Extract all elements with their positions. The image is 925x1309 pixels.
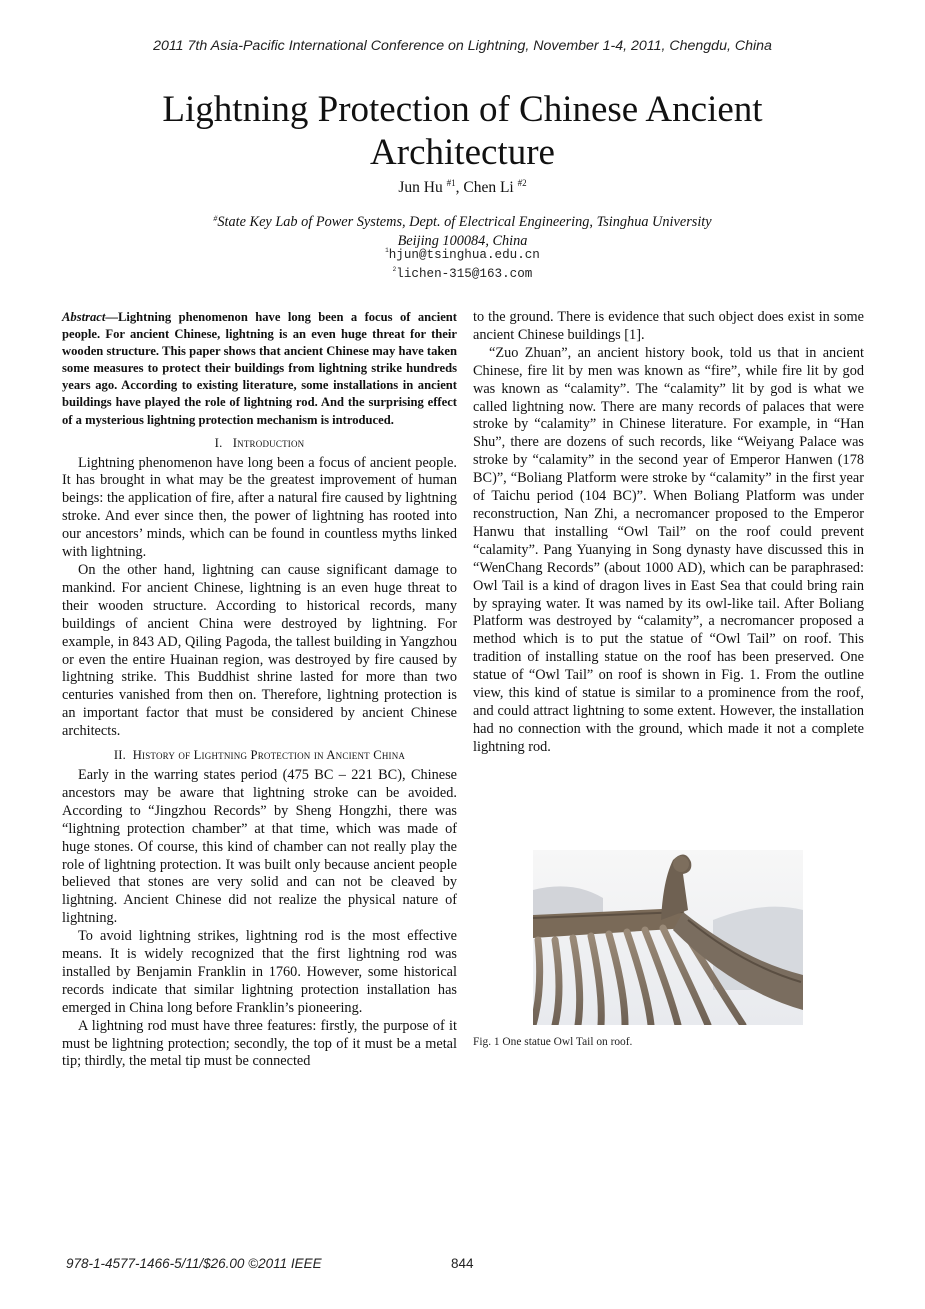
- affiliation-line-2: Beijing 100084, China: [397, 233, 528, 249]
- title-line-2: Architecture: [370, 132, 555, 173]
- author-name: Chen Li: [463, 179, 514, 196]
- email-address: lichen-315@163.com: [396, 267, 533, 281]
- paragraph: Lightning phenomenon have long been a focus of ancient people. It has brought in what may be the greatest improvement of human beings: the application of fire, after a natural fire caused by lightning stroke. And ever since then, the power of lightning has rooted into our ancestors’ minds, which can be found in countless myths linked with lightning.: [62, 454, 457, 561]
- email-mark: 2: [392, 266, 397, 273]
- author-separator: ,: [455, 179, 464, 196]
- paragraph: Early in the warring states period (475 BC – 221 BC), Chinese ancestors may be aware that lightning stroke can be avoided. According to “Jingzhou Records” by Sheng Hongzhi, there was “lightning protection chamber” at that time, which was made of huge stones. Of course, this kind of chamber can not really play the role of lightning protection. It was built only because ancient people believed that stones are very solid and can not be cleaved by lightning. Ancient Chinese did not realize the physical nature of lightning.: [62, 766, 457, 927]
- paragraph-continuation: to the ground. There is evidence that such object does exist in some ancient Chinese buildings [1].: [473, 309, 864, 343]
- email-2: [0, 266, 925, 281]
- section-title: History of Lightning Protection in Ancient China: [132, 748, 406, 763]
- affiliation: [0, 209, 925, 251]
- abstract-text: —Lightning phenomenon have long been a focus of ancient people. For ancient Chinese, lightning is an even huge threat for their wooden structure. This paper shows that ancient Chinese may have taken some measures to protect their buildings from lightning strike hundreds years ago. According to existing literature, some installations in ancient buildings have played the role of lightning rod. And the surprising effect of a mysterious lightning protection mechanism is introduced.: [62, 310, 457, 427]
- email-1: [0, 247, 925, 262]
- paragraph: A lightning rod must have three features: firstly, the purpose of it must be lightning protection; secondly, the top of it must be a metal tip; thirdly, the metal tip must be connected: [62, 1017, 457, 1070]
- affiliation-mark: #: [213, 214, 218, 223]
- email-mark: 1: [385, 247, 389, 254]
- page-number: 844: [451, 1256, 474, 1271]
- author-name: Jun Hu: [398, 179, 443, 196]
- footer-isbn-copyright: 978-1-4577-1466-5/11/$26.00 ©2011 IEEE: [66, 1256, 322, 1271]
- paragraph: On the other hand, lightning can cause significant damage to mankind. For ancient Chinese, lightning is an even huge threat to their wooden structure. According to historical records, many buildings of ancient China were destroyed by lightning. For example, in 843 AD, Qiling Pagoda, the tallest building in Yangzhou or even the entire Huainan region, was destroyed by fire caused by lightning strike. This Buddhist shrine lasted for more than two centuries vanished from then on. Therefore, lightning protection is an important factor that must be considered by ancient Chinese architects.: [62, 562, 457, 740]
- abstract: [62, 309, 457, 429]
- figure-owl-tail-photo: [533, 850, 803, 1025]
- author-list: [0, 178, 925, 197]
- right-column: [473, 309, 864, 757]
- figure-caption: Fig. 1 One statue Owl Tail on roof.: [473, 1036, 633, 1048]
- left-column: [62, 309, 457, 1071]
- affiliation-line-1: State Key Lab of Power Systems, Dept. of Electrical Engineering, Tsinghua University: [217, 214, 712, 230]
- paper-title: [100, 88, 825, 174]
- section-title: Introduction: [232, 435, 305, 450]
- author-mark: #1: [446, 178, 456, 188]
- conference-header: 2011 7th Asia-Pacific International Conference on Lightning, November 1-4, 2011, Chengdu, China: [153, 38, 772, 54]
- paragraph: “Zuo Zhuan”, an ancient history book, told us that in ancient Chinese, fire lit by men was known as “fire”, while fire lit by god was known as “calamity”. The “calamity” lit by god is what we called lightning now. There are many records of palaces that were stroke by “calamity” in Chinese literature. For example, in “Han Shu”, there are dozens of such records, like “Weiyang Palace was stroke by “calamity” in the second year of Emperor Hanwen (178 BC)”, “Boliang Platform were stroke by “calamity” in the first year of Taichu period (104 BC)”. When Boliang Platform was under reconstruction, Nan Zhi, a necromancer proposed to the Emperor Hanwu that installing “Owl Tail” on the roof could prevent “calamity”. Pang Yuanying in Song dynasty have discussed this in “WenChang Records” (about 1000 AD), which can be paraphrased: Owl Tail is a kind of dragon lives in East Sea that could bring rain by spraying water. It was named by its owl-like tail. After Boliang Platform was destroyed by “calamity”, a necromancer proposed a method which is to put the statue of “Owl Tail” on roof. This tradition of installing statue on the roof has been preserved. One statue of “Owl Tail” on roof is shown in Fig. 1. From the outline view, this kind of statue is similar to a prominence from the roof, and could attract lightning to some extent. However, the installation had no connection with the ground, which made it not a complete lightning rod.: [473, 344, 864, 755]
- email-address: hjun@tsinghua.edu.cn: [388, 248, 540, 262]
- author-mark: #2: [517, 178, 527, 188]
- section-heading-introduction: [62, 435, 457, 453]
- section-number: II.: [113, 748, 127, 763]
- section-heading-history: [62, 747, 457, 765]
- paragraph: To avoid lightning strikes, lightning rod is the most effective means. It is widely recognized that the first lightning rod was installed by Benjamin Franklin in 1760. However, some historical records indicate that similar lightning protection installation has emerged in China long before Franklin’s pioneering.: [62, 928, 457, 1016]
- title-line-1: Lightning Protection of Chinese Ancient: [162, 89, 763, 130]
- abstract-label: Abstract: [62, 310, 106, 324]
- roof-photo-illustration: [533, 850, 803, 1025]
- section-number: I.: [214, 435, 223, 450]
